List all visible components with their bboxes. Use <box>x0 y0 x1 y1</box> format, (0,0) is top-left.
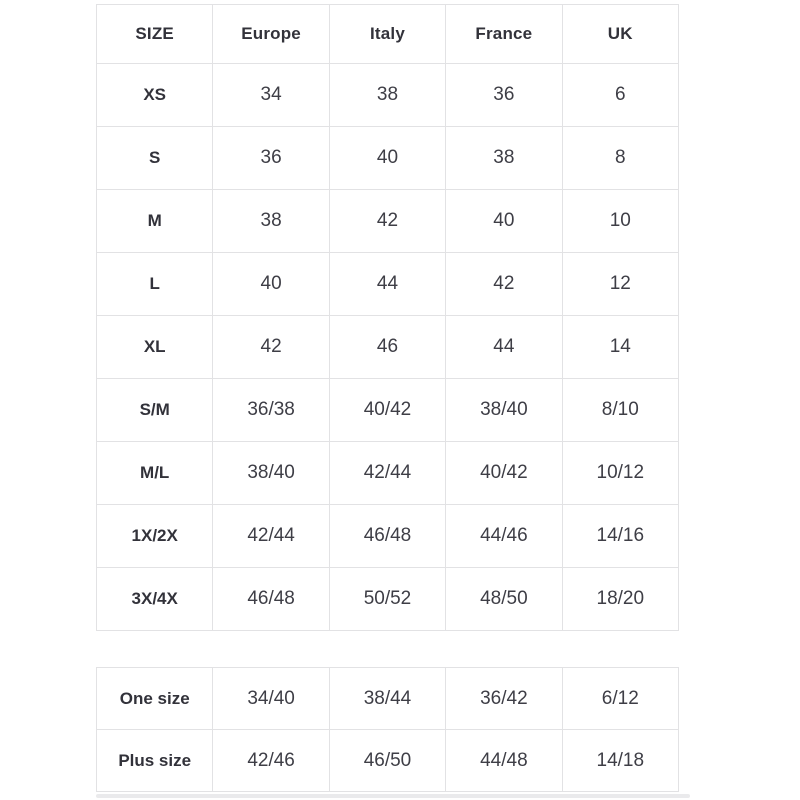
table-cell: 46/48 <box>329 505 445 568</box>
row-label: S <box>97 127 213 190</box>
column-header: France <box>446 5 562 64</box>
special-sizes-table-body <box>97 668 679 792</box>
table-cell: 42 <box>213 316 329 379</box>
table-cell: 38/40 <box>446 379 562 442</box>
table-row <box>97 379 679 442</box>
table-row <box>97 730 679 792</box>
special-sizes-table <box>96 667 679 792</box>
column-header: SIZE <box>97 5 213 64</box>
table-gap <box>96 631 679 667</box>
row-label: Plus size <box>97 730 213 792</box>
row-label: XS <box>97 64 213 127</box>
row-label: XL <box>97 316 213 379</box>
size-table-body <box>97 64 679 631</box>
table-cell: 14 <box>562 316 678 379</box>
table-cell: 40/42 <box>329 379 445 442</box>
table-cell: 38 <box>329 64 445 127</box>
table-cell: 14/16 <box>562 505 678 568</box>
row-label: M/L <box>97 442 213 505</box>
table-cell: 50/52 <box>329 568 445 631</box>
table-row <box>97 127 679 190</box>
table-row <box>97 668 679 730</box>
size-conversion-tables <box>96 4 679 798</box>
row-label: L <box>97 253 213 316</box>
table-cell: 8/10 <box>562 379 678 442</box>
table-cell: 40 <box>213 253 329 316</box>
size-table-header <box>97 5 679 64</box>
table-row <box>97 442 679 505</box>
table-cell: 46/48 <box>213 568 329 631</box>
table-cell: 36 <box>446 64 562 127</box>
table-cell: 10/12 <box>562 442 678 505</box>
table-cell: 36/38 <box>213 379 329 442</box>
table-cell: 8 <box>562 127 678 190</box>
table-cell: 44/48 <box>446 730 562 792</box>
column-header: UK <box>562 5 678 64</box>
table-cell: 42/44 <box>329 442 445 505</box>
table-cell: 36/42 <box>446 668 562 730</box>
table-cell: 38/44 <box>329 668 445 730</box>
header-row <box>97 5 679 64</box>
table-cell: 40 <box>329 127 445 190</box>
table-cell: 34 <box>213 64 329 127</box>
table-cell: 36 <box>213 127 329 190</box>
size-conversion-table <box>96 4 679 631</box>
row-label: S/M <box>97 379 213 442</box>
table-cell: 44 <box>329 253 445 316</box>
table-cell: 6 <box>562 64 678 127</box>
table-cell: 10 <box>562 190 678 253</box>
table-cell: 12 <box>562 253 678 316</box>
table-cell: 48/50 <box>446 568 562 631</box>
table-cell: 38/40 <box>213 442 329 505</box>
row-label: One size <box>97 668 213 730</box>
table-cell: 18/20 <box>562 568 678 631</box>
table-cell: 6/12 <box>562 668 678 730</box>
column-header: Italy <box>329 5 445 64</box>
table-row <box>97 568 679 631</box>
table-cell: 40/42 <box>446 442 562 505</box>
table-row <box>97 64 679 127</box>
horizontal-scrollbar[interactable] <box>96 794 690 798</box>
table-cell: 34/40 <box>213 668 329 730</box>
table-cell: 38 <box>213 190 329 253</box>
table-cell: 38 <box>446 127 562 190</box>
table-cell: 40 <box>446 190 562 253</box>
row-label: 1X/2X <box>97 505 213 568</box>
column-header: Europe <box>213 5 329 64</box>
table-cell: 42 <box>329 190 445 253</box>
table-cell: 46/50 <box>329 730 445 792</box>
table-cell: 42 <box>446 253 562 316</box>
table-cell: 14/18 <box>562 730 678 792</box>
table-row <box>97 316 679 379</box>
table-cell: 44 <box>446 316 562 379</box>
table-row <box>97 253 679 316</box>
table-row <box>97 190 679 253</box>
row-label: 3X/4X <box>97 568 213 631</box>
table-cell: 42/46 <box>213 730 329 792</box>
table-cell: 44/46 <box>446 505 562 568</box>
table-cell: 42/44 <box>213 505 329 568</box>
row-label: M <box>97 190 213 253</box>
table-cell: 46 <box>329 316 445 379</box>
table-row <box>97 505 679 568</box>
